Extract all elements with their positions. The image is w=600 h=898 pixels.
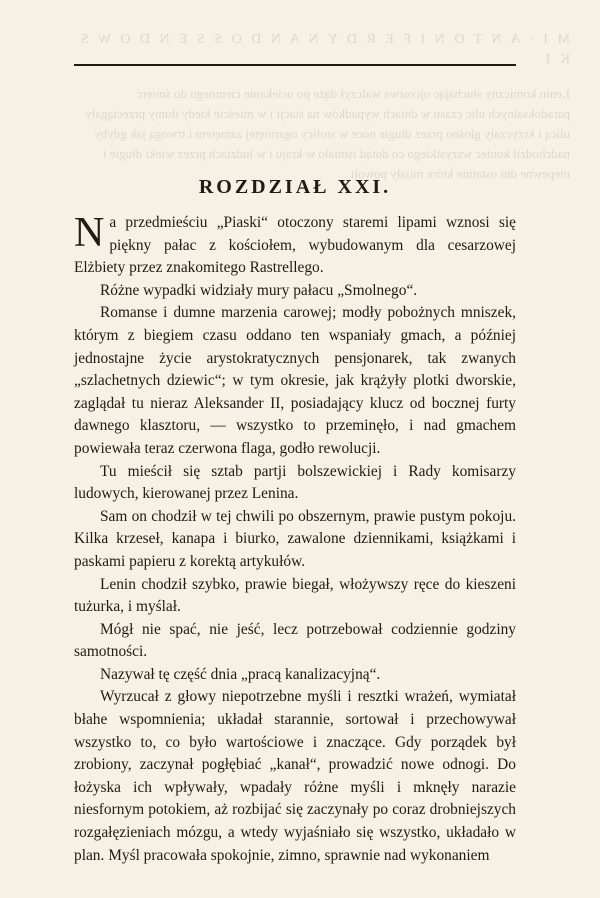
chapter-body (74, 212, 516, 867)
paragraph: Wyrzucał z głowy niepotrzebne myśli i resztki wrażeń, wymiatał błahe wspomnienia; układał starannie, sortował i przechowywał wszystko to, co było wartościowe i znaczące. Gdy porządek był zrobiony, zaczynał pogłębiać „kanał“, prowadzić nowe odnogi. Do łożyska ich wpływały, wpadały różne myśli i mknęły narazie niesfornym potokiem, aż rozbijać się zaczynały po coraz drobniejszych rozgałęzieniach mózgu, a wtedy wyjaśniało się wszystko, układało w plan. Myśl pracowała spokojnie, zimno, sprawnie nad wykonaniem (74, 688, 516, 864)
chapter-title: ROZDZIAŁ XXI. (198, 176, 392, 198)
paragraph: Mógł nie spać, nie jeść, lecz potrzebował codziennie godziny samotności. (74, 620, 516, 661)
bleed-through-text: M I · A N T O N I F E R D Y N A N D O S S E N D O W S K I Lenin komiczny słuchając ojcostwa walczył dąże po uciekanie ciemnego do śmierć paradoksalnych ulic czasu w dniach wypadków na stacji i w mieście kiedy tłumy przeciągały ulicą i krzyczały głośno przez długie noce w stolicy ogarniętej zamętem i trwogą jak gdyby nadchodził koniec wszystkiego co dotąd istniało w kraju i w ludziach przez wieki długie i niepewne dni ostatnie które mijały powoli (77, 32, 570, 181)
paragraph: Różne wypadki widziały mury pałacu „Smolnego“. (100, 281, 418, 299)
paragraph: Nazywał tę część dnia „pracą kanalizacyjną“. (100, 665, 381, 683)
drop-cap: N (74, 210, 105, 256)
paragraph: Sam on chodził w tej chwili po obszernym, prawie pustym pokoju. Kilka krzeseł, kanapa i biurko, zawalone dziennikami, książkami i paskami papieru z korektą artykułów. (74, 507, 516, 570)
paragraph (74, 212, 516, 280)
header-rule (74, 64, 516, 66)
paragraph: Romanse i dumne marzenia carowej; modły pobożnych mniszek, którym z biegiem czasu oddano ten wspaniały gmach, a później jednostajne życie arystokratycznych pensjonarek, tak zwanych „szlachetnych dziewic“; w tym okresie, jak krążyły plotki dworskie, zaglądał tu nieraz Aleksander II, posiadający klucz od bocznej furty dawnego klasztoru, — wszystko to przeminęło, i nad gmachem powiewała teraz czerwona flaga, godło rewolucji. (74, 304, 516, 457)
paragraph-text: a przedmieściu „Piaski“ otoczony staremi lipami wznosi się piękny pałac z kościołem, wybudowanym dla cesarzowej Elżbiety przez znakomitego Rastrellego. (74, 214, 516, 277)
paragraph: Lenin chodził szybko, prawie biegał, włożywszy ręce do kieszeni tużurka, i myślał. (74, 575, 516, 616)
paragraph: Tu mieścił się sztab partji bolszewickiej i Rady komisarzy ludowych, kierowanej przez Lenina. (74, 462, 516, 503)
